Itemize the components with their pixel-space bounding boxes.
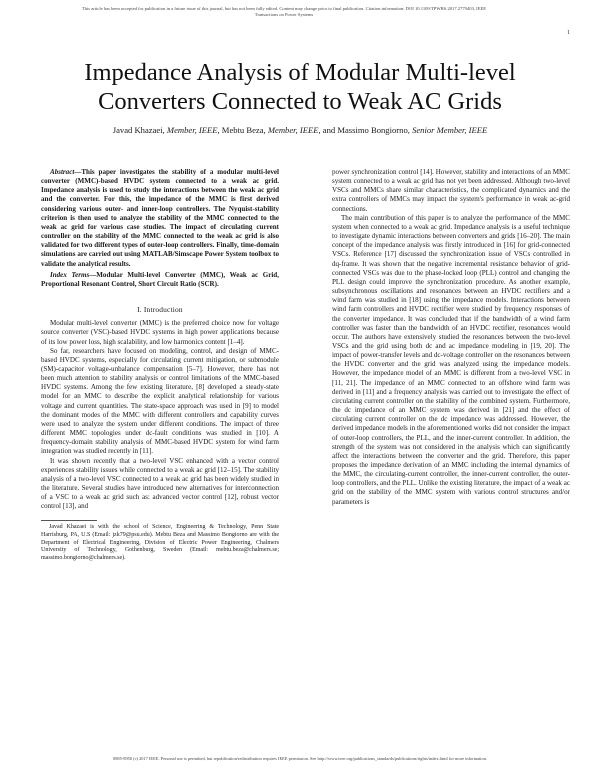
- left-paragraph-2: So far, researchers have focused on modeling, control, and design of MMC-based HVDC systems, especially for circulating current mitigation, or submodule (SM)-capacitor voltage-unbalance compensation [5–7]. However, there has not been much attention to stability analysis or control limitations of the MMC-based HVDC systems. Among the few existing literature, [8] developed a steady-state model for an MMC to describe the explicit analytical relationship for various voltage and current quantities. The state-space approach was used in [9] to model the dominant modes of the MMC with different controllers and capability curves were used to analyze the system under different conditions. The impact of three different MMC topologies under dc-fault conditions was studied in [10]. A frequency-domain stability analysis of MMC-based HVDC system for wind farm integration was studied recently in [11].: [41, 346, 279, 456]
- author-3-name: , and Massimo Bongiorno,: [318, 125, 410, 135]
- author-1-name: Javad Khazaei,: [112, 125, 165, 135]
- page-number: 1: [567, 30, 570, 36]
- index-terms-label: Index Terms: [50, 270, 90, 279]
- author-affiliation-footnote: Javad Khazaei is with the school of Science, Engineering & Technology, Penn State Harrisburg, PA, U.S (Email: jzk79@psu.edu). Mebtu Beza and Massimo Bongiorno are with the Department of Electrical Engineering, Division of Electric Power Engineering, Chalmers University of Technology, Gothenburg, Sweden (Email: mebtu.beza@chalmers.se; massimo.bongiorno@chalmers.se).: [41, 524, 279, 561]
- footnote-divider: [41, 520, 97, 521]
- author-3-role: Senior Member, IEEE: [412, 125, 488, 135]
- author-1-role: Member, IEEE: [166, 125, 218, 135]
- right-paragraph-1: power synchronization control [14]. However, stability and interactions of an MMC system connected to a weak ac grid has not yet been addressed. Although two-level VSCs and MMCs share similar characteristics, the complicated dynamics and the extra controllers of MMCs may impact the system's performance in weak ac-grid connections.: [332, 168, 570, 213]
- abstract-label: Abstract: [50, 168, 75, 176]
- paper-title: Impedance Analysis of Modular Multi-level Converters Connected to Weak AC Grids: [84, 59, 516, 115]
- left-paragraph-3: It was shown recently that a two-level VSC enhanced with a vector control experiences stability issues while connected to a weak ac grid [12–15]. The stability analysis of a two-level VSC connected to a weak ac grid has been widely studied in the literature. Several studies have introduced new alternatives for interconnection of a VSC to a weak ac grid such as: advanced vector control [12], robust vector control [13], and: [41, 456, 279, 511]
- right-paragraph-2: The main contribution of this paper is to analyze the performance of the MMC system when connected to a weak ac grid. Impedance analysis is a useful technique to investigate dynamic interactions between converters and grids [16–20]. The main concept of the impedance analysis was firstly introduced in [16] for grid-connected VSCs. Reference [17] discussed the synchronization issue of VSCs controlled in dq-frame. It was shown that the negative incremental resistance behavior of grid-connected VSCs was due to the phase-locked loop (PLL) control and changing the PLL design could improve the synchronization procedure. As another example, subsynchronous oscillations and resonances between an HVDC rectifiers and a wind farm was studied in [18] using the impedance models. Interactions between wind farm controllers and HVDC rectifier were studied by frequency responses of the converter impedance. It was concluded that if the bandwidth of a wind farm controller was faster than the bandwidth of an HVDC rectifier, resonances would occur. The authors have extensively studied the resonances between the two-level VSCs and the grid using both dc and ac impedance modeling in [19, 20]. The impact of power-transfer levels and dc-voltage controller on the resonances between the HVDC converter and the grid was analyzed using the impedance models. However, the impedance model of an MMC is different from a two-level VSC in [11, 21]. The impedance of an MMC connected to an offshore wind farm was derived in [11] and a frequency analysis was carried out to investigate the effect of circulating current controller on the stability of the combined system. Furthermore, the dc impedance of an MMC system was derived in [21] and the effect of circulating current controller on the dc impedance was addressed. However, the derived impedance models in the aforementioned works did not consider the impact of outer-loop controllers, the PLL, and the inner-current controller. In addition, the strength of the system was not considered in the analysis which can significantly affect the interactions between the converter and the grid. Therefore, this paper proposes the impedance derivation of an MMC including the internal dynamics of the MMC, the circulating-current controller, the inner-current controller, the outer-loop controllers, and the PLL. Unlike the existing literature, the impact of a weak ac grid on the stability of the MMC system with various control structures and/or parameters is: [332, 213, 570, 506]
- left-paragraph-1: Modular multi-level converter (MMC) is the preferred choice now for voltage source converter (VSC)-based HVDC systems in high power applications because of its low power loss, high scalability, and low harmonics content [1–4].: [41, 319, 279, 346]
- journal-notice: [24, 6, 544, 18]
- index-terms: [41, 271, 279, 289]
- section-heading: I. Introduction: [137, 305, 183, 315]
- abstract: [41, 168, 279, 269]
- abstract-text: —This paper investigates the stability of a modular multi-level converter (MMC)-based HVDC system connected to a weak ac grid. Impedance analysis is used to study the interactions between the weak ac grid and the converter. For this, the impedance of the MMC is first derived considering various outer- and inner-loop controllers. The Nyquist-stability criterion is then used to analyze the stability of the MMC connected to the weak ac grid for various case studies. The impact of circulating current controller on the stability of the MMC connected to the weak ac grid is also validated for two different types of outer-loop controllers. Finally, time-domain simulations are carried out using MATLAB/Simscape Power System toolbox to validate the analytical results.: [41, 168, 279, 268]
- journal-notice-line2: Transactions on Power Systems: [254, 12, 314, 18]
- index-terms-text: —Modular Multi-level Converter (MMC), Weak ac Grid, Proportional Resonant Control, Short Circuit Ratio (SCR).: [41, 270, 279, 288]
- right-column: [332, 168, 570, 507]
- journal-notice-line1: This article has been accepted for publication in a future issue of this journal, but has not been fully edited. Content may change prior to final publication. Citation information: DOI 10.1109/TPWRS.2017.2779403, IEEE: [81, 6, 487, 11]
- left-column: [41, 168, 279, 562]
- author-line: [30, 125, 570, 136]
- copyright-footer: 0885-8950 (c) 2017 IEEE. Personal use is permitted, but republication/redistribution requires IEEE permission. See http://www.ieee.org/publications_standards/publications/rights/index.html for more information.: [113, 756, 487, 761]
- author-2-role: Member, IEEE: [267, 125, 319, 135]
- author-2-name: , Mebtu Beza,: [217, 125, 266, 135]
